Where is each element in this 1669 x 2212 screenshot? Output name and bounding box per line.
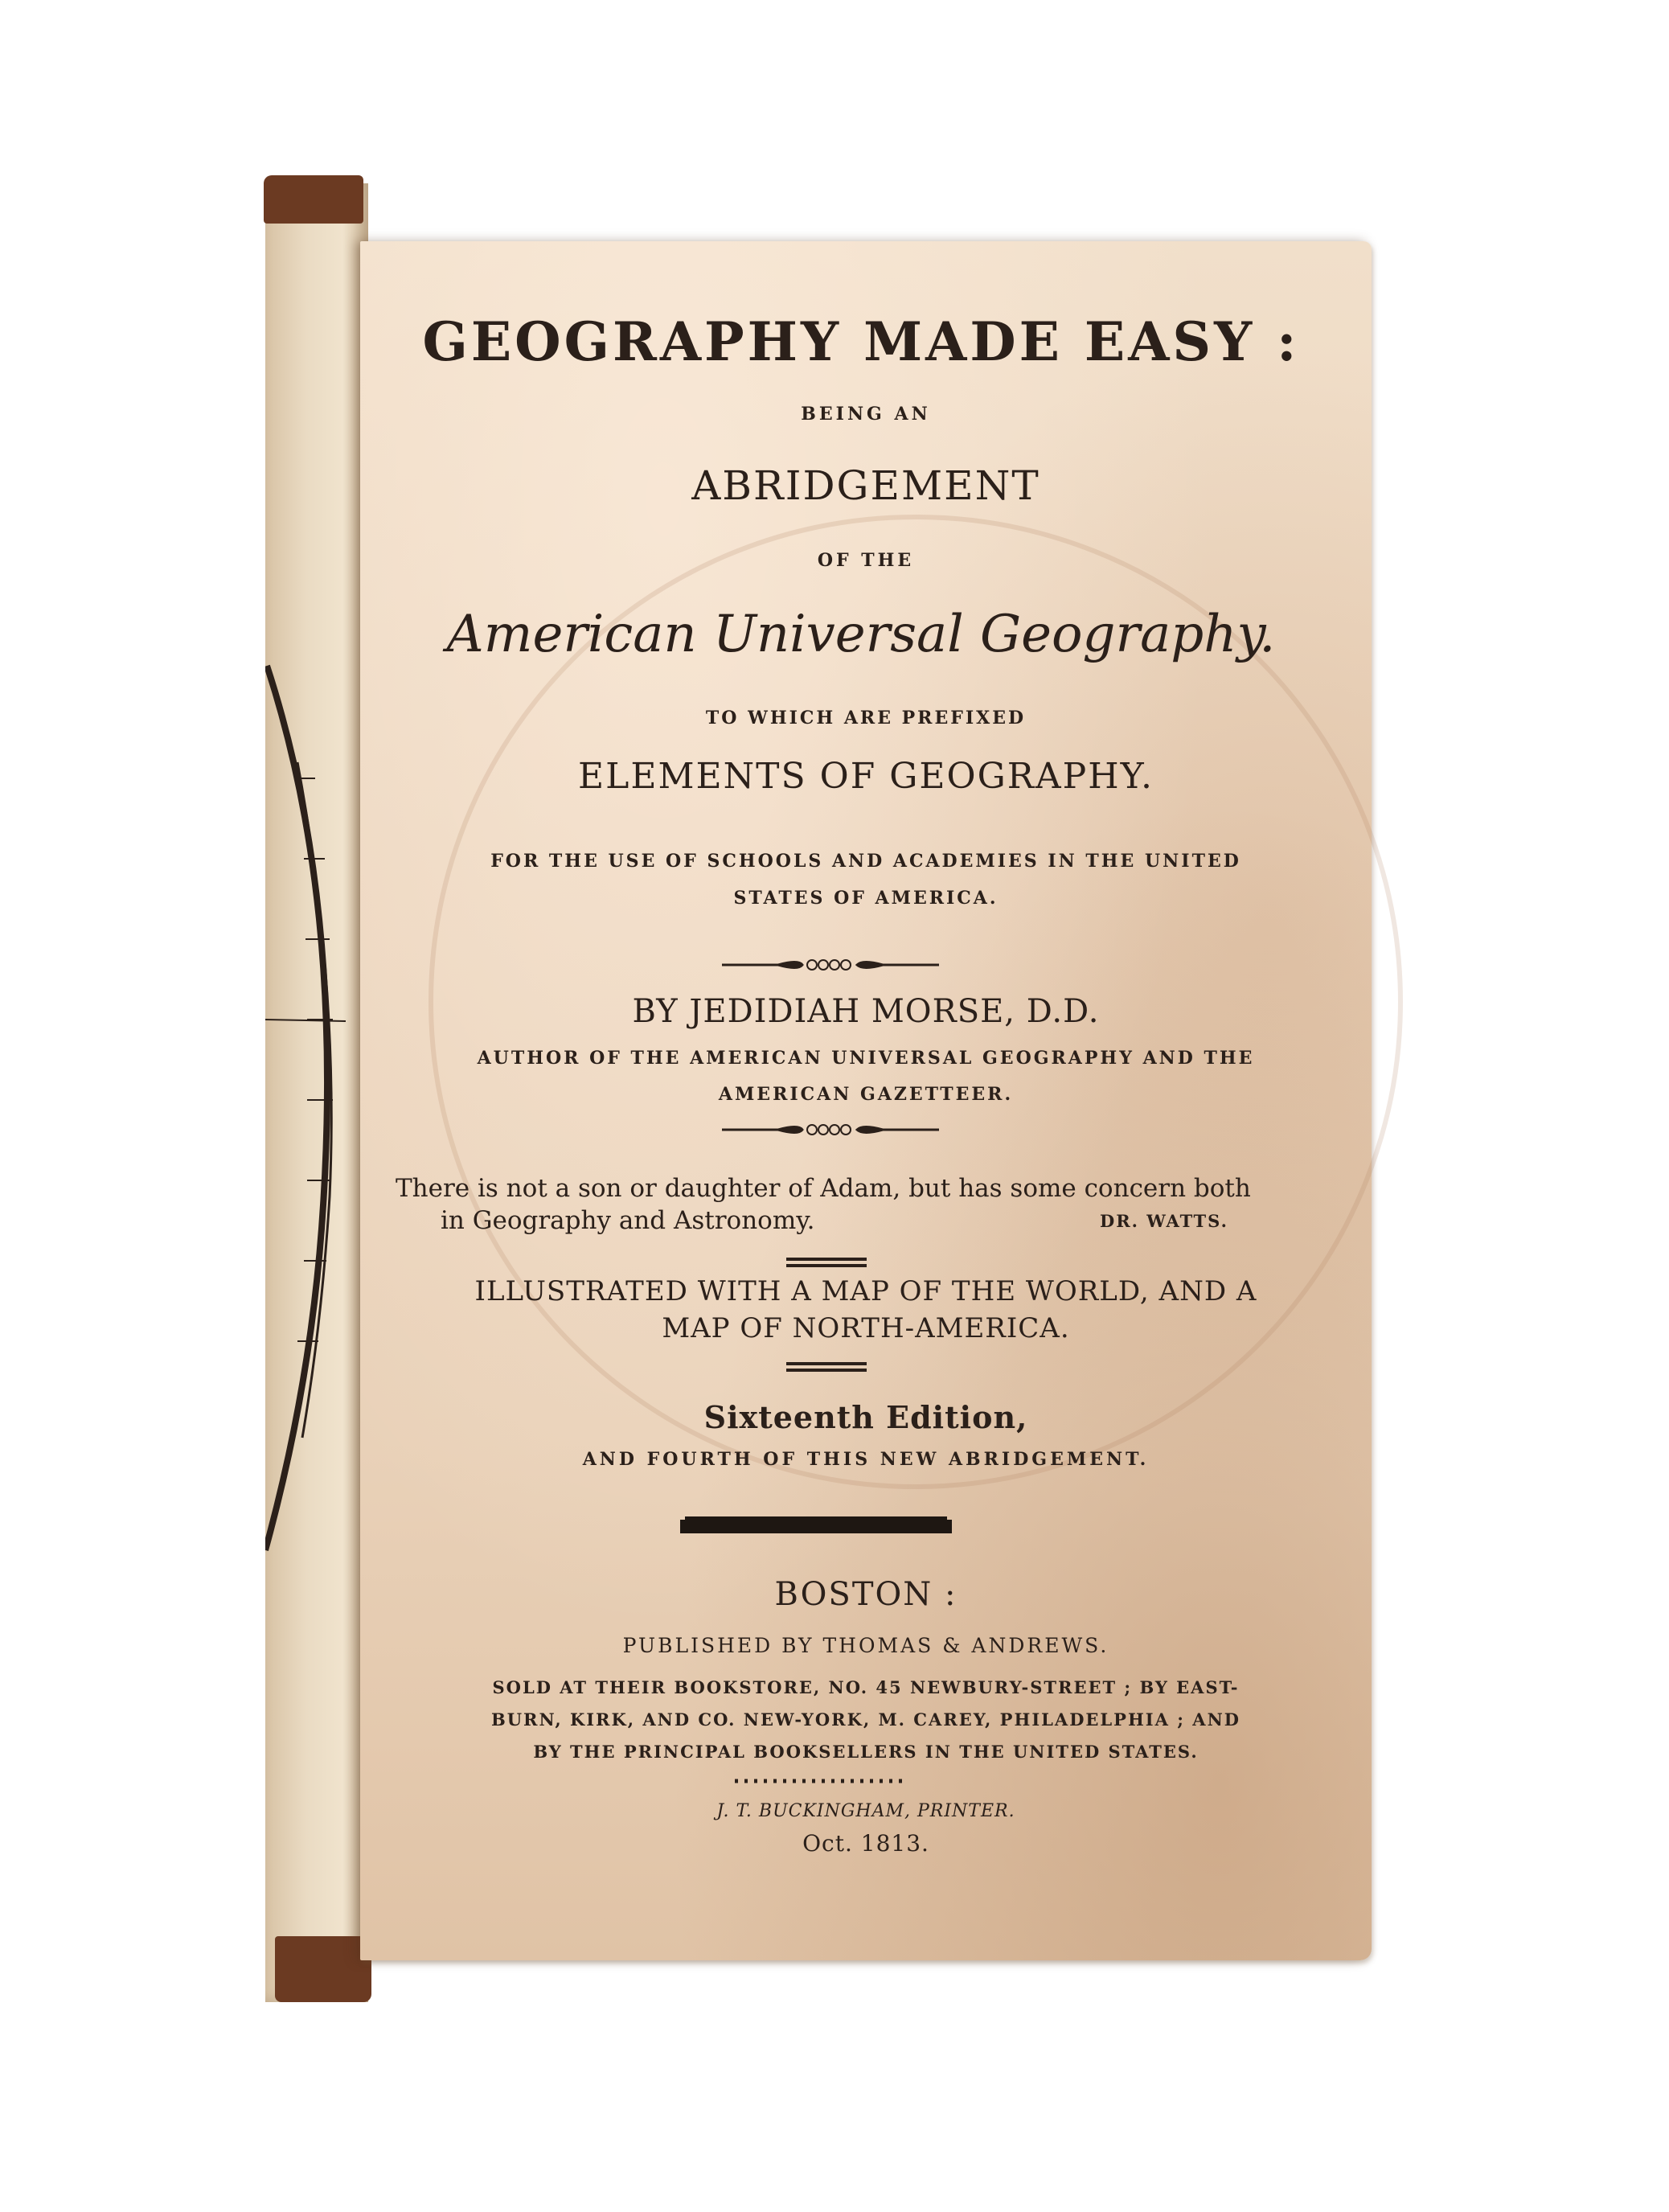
of-the-line: OF THE — [817, 550, 915, 571]
double-rule-icon — [786, 1256, 867, 1269]
for-use-line-2: STATES OF AMERICA. — [733, 888, 999, 909]
epigraph-attribution: DR. WATTS. — [1100, 1211, 1228, 1231]
thick-rule — [680, 1520, 952, 1533]
title-page — [360, 241, 1372, 1960]
page-title: GEOGRAPHY MADE EASY : — [422, 310, 1300, 373]
ornament-divider-icon — [722, 953, 939, 977]
elements-line: ELEMENTS OF GEOGRAPHY. — [578, 756, 1154, 797]
map-fragment-icon — [265, 183, 368, 2002]
spine-bottom-leather — [275, 1936, 371, 2002]
imprint-city: BOSTON : — [774, 1576, 958, 1613]
author-credits-2: AMERICAN GAZETTEER. — [718, 1084, 1014, 1105]
being-an-line: BEING AN — [801, 404, 931, 425]
epigraph-line-2: in Geography and Astronomy. — [441, 1206, 815, 1235]
abridgement-line: ABRIDGEMENT — [691, 462, 1040, 509]
imprint-sold-line-1: SOLD AT THEIR BOOKSTORE, NO. 45 NEWBURY-STREET ; BY EAST- — [492, 1677, 1240, 1697]
for-use-line-1: FOR THE USE OF SCHOOLS AND ACADEMIES IN THE UNITED — [490, 851, 1241, 872]
illustrated-line-2: MAP OF NORTH-AMERICA. — [662, 1312, 1070, 1344]
imprint-sold-line-2: BURN, KIRK, AND CO. NEW-YORK, M. CAREY, PHILADELPHIA ; AND — [490, 1709, 1241, 1730]
prefixed-line: TO WHICH ARE PREFIXED — [705, 708, 1027, 728]
imprint-sold-line-3: BY THE PRINCIPAL BOOKSELLERS IN THE UNITED STATES. — [533, 1742, 1199, 1762]
work-title: American Universal Geography. — [446, 605, 1276, 664]
dotted-rule-icon — [735, 1779, 904, 1783]
ornament-divider-icon — [722, 1118, 939, 1142]
printer-line: J. T. BUCKINGHAM, PRINTER. — [716, 1801, 1015, 1821]
author-credits-1: AUTHOR OF THE AMERICAN UNIVERSAL GEOGRAPHY AND THE — [477, 1048, 1255, 1069]
author-line: BY JEDIDIAH MORSE, D.D. — [632, 993, 1100, 1030]
double-rule-icon — [786, 1360, 867, 1373]
fourth-abridgement-line: AND FOURTH OF THIS NEW ABRIDGEMENT. — [582, 1449, 1150, 1470]
spine-top-leather — [264, 175, 363, 224]
illustrated-line-1: ILLUSTRATED WITH A MAP OF THE WORLD, AND A — [474, 1275, 1257, 1307]
edition-line: Sixteenth Edition, — [703, 1399, 1028, 1435]
epigraph-line-1: There is not a son or daughter of Adam, but has some concern both — [396, 1174, 1251, 1203]
imprint-publisher: PUBLISHED BY THOMAS & ANDREWS. — [622, 1634, 1109, 1657]
imprint-date: Oct. 1813. — [802, 1830, 929, 1857]
facing-map-leaf — [265, 183, 368, 2002]
